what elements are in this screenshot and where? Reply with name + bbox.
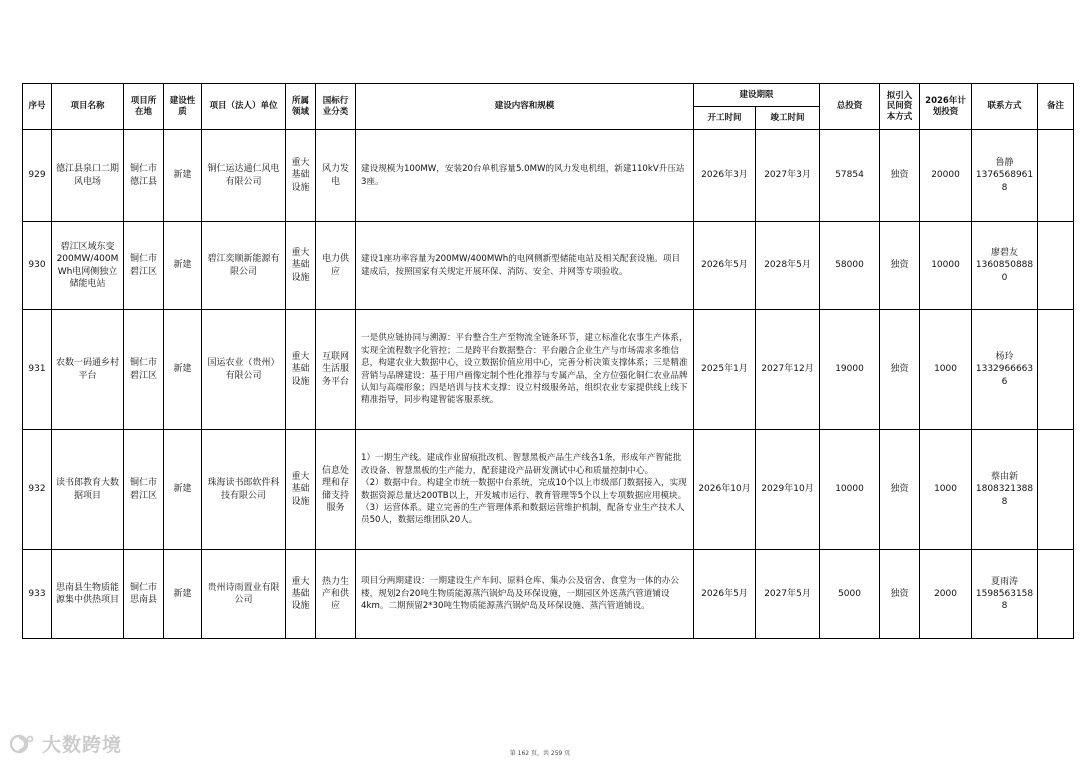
- row-content: 建设1座功率容量为200MW/400MWh的电网侧新型储能电站及相关配套设施。项目建成后，按照国家有关规定开展环保、消防、安全、并网等专项验收。: [356, 222, 694, 310]
- table-row: [23, 130, 1074, 222]
- row-end: 2027年3月: [756, 130, 820, 222]
- row-nature: 新建: [164, 430, 202, 550]
- contact-phone: 13329666636: [975, 364, 1034, 387]
- contact-phone: 13608508880: [975, 260, 1034, 283]
- watermark: [8, 730, 122, 757]
- row-remark: [1038, 430, 1074, 550]
- table-row: [23, 310, 1074, 430]
- row-plan: 2000: [920, 550, 972, 639]
- row-remark: [1038, 222, 1074, 310]
- row-end: 2027年12月: [756, 310, 820, 430]
- header-remark: 备注: [1038, 84, 1074, 130]
- row-seq: 930: [23, 222, 52, 310]
- row-field: 重大基础设施: [286, 222, 316, 310]
- row-location: 铜仁市德江县: [124, 130, 164, 222]
- contact-phone: 15985631588: [975, 588, 1034, 612]
- row-start: 2025年1月: [694, 310, 756, 430]
- row-private: 独资: [880, 310, 920, 430]
- row-invest: 57854: [820, 130, 880, 222]
- row-invest: 5000: [820, 550, 880, 639]
- row-project-name: 农数一码通乡村平台: [52, 310, 124, 430]
- content-line-3: （3）运营体系。建立完善的生产管理体系和数据运营维护机制，配备专业生产技术人员50人，数据运维团队20人。: [361, 502, 685, 526]
- row-industry: 电力供应: [316, 222, 356, 310]
- header-private: 拟引入民间资本方式: [880, 84, 920, 130]
- header-location: 项目所在地: [124, 84, 164, 130]
- header-contact: 联系方式: [972, 84, 1038, 130]
- row-seq: 931: [23, 310, 52, 430]
- header-field: 所属领域: [286, 84, 316, 130]
- row-invest: 10000: [820, 430, 880, 550]
- row-plan: 1000: [920, 430, 972, 550]
- project-table: [22, 83, 1074, 639]
- row-content: 建设规模为100MW，安装20台单机容量5.0MW的风力发电机组，新建110kV升压站3座。: [356, 130, 694, 222]
- header-end: 竣工时间: [756, 107, 820, 130]
- header-name: 项目名称: [52, 84, 124, 130]
- row-remark: [1038, 550, 1074, 639]
- row-field: 重大基础设施: [286, 430, 316, 550]
- row-unit: 珠海读书郎软件科技有限公司: [202, 430, 286, 550]
- row-industry: 风力发电: [316, 130, 356, 222]
- row-plan: 1000: [920, 310, 972, 430]
- row-location: 铜仁市碧江区: [124, 310, 164, 430]
- row-content: 项目分两期建设：一期建设生产车间、原料仓库、集办公及宿舍、食堂为一体的办公楼，规划2台20吨生物质能源蒸汽锅炉岛及环保设施，一期园区外送蒸汽管道铺设4km。二期预留2*30吨生物质能源蒸汽锅炉岛及环保设施、蒸汽管道铺设。: [356, 550, 694, 639]
- row-contact: [972, 310, 1038, 430]
- header-seq: 序号: [23, 84, 52, 130]
- row-start: 2026年10月: [694, 430, 756, 550]
- row-location: 铜仁市碧江区: [124, 430, 164, 550]
- contact-phone: 13765689618: [975, 170, 1034, 193]
- circle-swirl-icon: [8, 733, 38, 755]
- contact-name: 夏雨涛: [991, 576, 1019, 587]
- header-industry: 国标行业分类: [316, 84, 356, 130]
- row-contact: [972, 430, 1038, 550]
- row-invest: 19000: [820, 310, 880, 430]
- contact-phone: 18083213888: [975, 484, 1034, 507]
- table-row: [23, 550, 1074, 639]
- row-industry: 热力生产和供应: [316, 550, 356, 639]
- row-unit: 铜仁运达通仁风电有限公司: [202, 130, 286, 222]
- row-location: 铜仁市碧江区: [124, 222, 164, 310]
- row-seq: 929: [23, 130, 52, 222]
- content-line-1: 1）一期生产线。建成作业留痕批改机、智慧黑板产品生产线各1条，形成年产智能批改设备、智慧黑板的生产能力，配套建设产品研发测试中心和质量控制中心。: [361, 453, 682, 476]
- row-industry: 互联网生活服务平台: [316, 310, 356, 430]
- row-project-name: 思南县生物质能源集中供热项目: [52, 550, 124, 639]
- row-location: 铜仁市思南县: [124, 550, 164, 639]
- row-contact: [972, 222, 1038, 310]
- contact-name: 杨玲: [995, 352, 1014, 363]
- contact-name: 鲁静: [995, 158, 1014, 169]
- row-content: 一是供应链协同与溯源：平台整合生产至物流全链条环节，建立标准化农事生产体系，实现全流程数字化管控；二是跨平台数据整合：平台融合企业生产与市场需求多维信息，构建农业大数据中心，设立数据价值应用中心，完善分析决策支撑体系；三是精准营销与品牌建设：基于用户画像定制个性化推荐与专属产品，全方位强化铜仁农业品牌认知与高端形象；四是培训与技术支撑：设立村级服务站，组织农业专家提供线上线下精准指导，同步构建智能客服系统。: [356, 310, 694, 430]
- header-start: 开工时间: [694, 107, 756, 130]
- row-contact: [972, 130, 1038, 222]
- header-unit: 项目（法人）单位: [202, 84, 286, 130]
- row-plan: 20000: [920, 130, 972, 222]
- row-private: 独资: [880, 130, 920, 222]
- row-nature: 新建: [164, 222, 202, 310]
- row-remark: [1038, 310, 1074, 430]
- row-unit: 碧江奕顺新能源有限公司: [202, 222, 286, 310]
- contact-name: 廖碧友: [991, 248, 1019, 259]
- row-nature: 新建: [164, 130, 202, 222]
- page-footer: 第 162 页，共 259 页: [509, 750, 571, 757]
- header-invest: 总投资: [820, 84, 880, 130]
- content-line-2: （2）数据中台。构建全市统一数据中台系统，完成10个以上市级部门数据接入，实现数据资源总量达200TB以上，开发城市运行、教育管理等5个以上专项数据应用模块。: [361, 478, 687, 501]
- row-seq: 932: [23, 430, 52, 550]
- row-end: 2029年10月: [756, 430, 820, 550]
- header-plan: 2026年计划投资: [920, 84, 972, 130]
- table-header: [23, 84, 1074, 130]
- row-private: 独资: [880, 430, 920, 550]
- row-nature: 新建: [164, 310, 202, 430]
- header-content: 建设内容和规模: [356, 84, 694, 130]
- row-project-name: 德江县泉口二期风电场: [52, 130, 124, 222]
- row-start: 2026年3月: [694, 130, 756, 222]
- table-row: [23, 222, 1074, 310]
- row-industry: 信息处理和存储支持服务: [316, 430, 356, 550]
- header-period: 建设期限: [694, 84, 820, 107]
- row-remark: [1038, 130, 1074, 222]
- row-content: [356, 430, 694, 550]
- row-field: 重大基础设施: [286, 310, 316, 430]
- table-body: [23, 130, 1074, 639]
- contact-name: 蔡由新: [991, 472, 1019, 483]
- row-private: 独资: [880, 550, 920, 639]
- table-row: [23, 430, 1074, 550]
- row-field: 重大基础设施: [286, 550, 316, 639]
- row-end: 2027年5月: [756, 550, 820, 639]
- watermark-text: 大数跨境: [42, 734, 123, 756]
- row-project-name: 读书郎教育大数据项目: [52, 430, 124, 550]
- row-private: 独资: [880, 222, 920, 310]
- row-invest: 58000: [820, 222, 880, 310]
- row-unit: 国运农业（贵州）有限公司: [202, 310, 286, 430]
- row-start: 2026年5月: [694, 550, 756, 639]
- row-unit: 贵州诗雨置业有限公司: [202, 550, 286, 639]
- row-contact: [972, 550, 1038, 639]
- row-start: 2026年5月: [694, 222, 756, 310]
- header-nature: 建设性质: [164, 84, 202, 130]
- row-plan: 10000: [920, 222, 972, 310]
- row-project-name: 碧江区域东变200MW/400MWh电网侧独立储能电站: [52, 222, 124, 310]
- row-field: 重大基础设施: [286, 130, 316, 222]
- row-end: 2028年5月: [756, 222, 820, 310]
- row-nature: 新建: [164, 550, 202, 639]
- row-seq: 933: [23, 550, 52, 639]
